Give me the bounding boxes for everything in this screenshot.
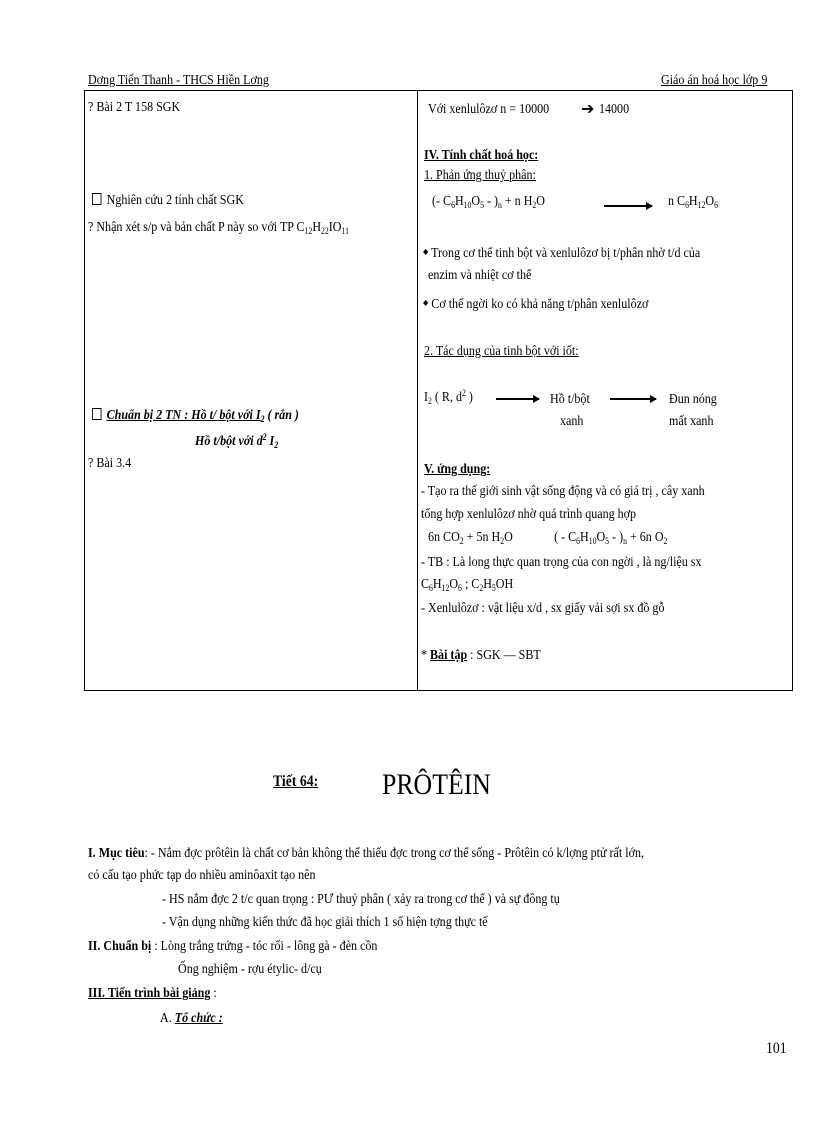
note-1-cont: enzim và nhiệt cơ thể — [428, 268, 532, 283]
reaction-arrow-icon — [604, 205, 652, 207]
diamond-bullet-icon: ◆ — [423, 298, 429, 307]
application-1: - Tạo ra thế giới sinh vật sống động và có giá trị , cây xanh — [421, 484, 705, 499]
hydrolysis-title: 1. Phản ứng thuỷ phân: — [424, 168, 536, 183]
reaction-arrow-icon — [496, 398, 539, 400]
objectives-line-4: - Vận dụng những kiến thức đã học giải thích 1 số hiện tợng thực tế — [162, 915, 488, 930]
iodine-title: 2. Tác dụng của tinh bột với iốt: — [424, 344, 579, 359]
question-2: ? Bài 3.4 — [88, 456, 132, 471]
note-1: ◆ Trong cơ thể tinh bột và xenlulôzơ bị t/phân nhờ t/d của — [423, 246, 701, 261]
organization-item: A. Tổ chức : — [160, 1011, 223, 1026]
section-5-title: V. ứng dụng: — [424, 462, 491, 477]
heat-label: Đun nóng — [669, 392, 717, 407]
preparation-line-2: Ống nghiệm - rợu étylic- d/cụ — [178, 962, 322, 977]
page-number: 101 — [766, 1040, 787, 1057]
reaction-arrow-icon — [610, 398, 656, 400]
prepare-item: Chuẩn bị 2 TN : Hồ t/ bột với $I_2$ ( rắn ) — [92, 408, 299, 424]
n-range: Với xenlulôzơ n = 10000 — [428, 102, 550, 117]
starch-label: Hồ t/bột — [550, 392, 590, 407]
objectives-line-3: - HS nắm đợc 2 t/c quan trọng : PƯ thuỷ phân ( xảy ra trong cơ thể ) và sự đông tụ — [162, 892, 560, 907]
process-title: III. Tiến trình bài giảng : — [88, 986, 217, 1001]
compare-question: ? Nhận xét s/p và bản chất P này so với TP $C_{12}H_{22}IO_{11}$ — [88, 220, 349, 236]
section-4-title: IV. Tính chất hoá học: — [424, 148, 539, 163]
objectives-line-2: có cấu tạo phức tạp do nhiều aminôaxit tạo nên — [88, 868, 316, 883]
photosynthesis-eq: 6n $CO_2 + 5n$ $H_2O$ ( - $C_6H_{10}O_5 - )_n + 6n$ $O_2$ — [428, 530, 668, 546]
lesson-period: Tiết 64: — [273, 773, 319, 790]
blue-label: xanh — [560, 414, 584, 429]
prepare-item-line2: Hồ t/bột với $d^2$ $I_2$ — [195, 432, 279, 450]
checkbox-icon — [92, 193, 101, 205]
up-right-arrow-icon: ➔ — [581, 101, 595, 118]
iodine-reactant: $I_2$ ( R, $d^2$ ) — [424, 388, 473, 406]
objectives-line-1: I. Mục tiêu: - Nắm đợc prôtêin là chất cơ bản không thể thiếu đợc trong cơ thể sống - Prôtêin có k/lợng ptử rất lớn, — [88, 846, 644, 861]
application-2: - TB : Là long thực quan trọng của con ngời , là ng/liệu sx — [421, 555, 702, 570]
n-range-max: 14000 — [599, 102, 630, 117]
header-right: Giáo án hoá học lớp 9 — [661, 73, 768, 88]
application-2-products: $C_6H_{12}O_6$ ; $C_2H_5OH$ — [421, 577, 514, 593]
diamond-bullet-icon: ◆ — [423, 247, 429, 256]
lose-blue-label: mất xanh — [669, 414, 714, 429]
preparation-line-1: II. Chuẩn bị : Lòng trắng trứng - tóc rối - lông gà - đèn cồn — [88, 939, 378, 954]
exercise: * Bài tập : SGK — SBT — [421, 648, 541, 663]
hydrolysis-reactants: (- $C_6H_{10}O_5 - )_n + n$ $H_2O$ — [432, 194, 545, 210]
checkbox-icon — [92, 408, 101, 420]
question-1: ? Bài 2 T 158 SGK — [88, 100, 181, 115]
research-item: Nghiên cứu 2 tính chất SGK — [92, 193, 244, 209]
header-left: Dơng Tiến Thanh - THCS Hiền Lơng — [88, 73, 269, 88]
application-1-cont: tổng hợp xenlulôzơ nhờ quá trình quang hợp — [421, 507, 637, 522]
application-3: - Xenlulôzơ : vật liệu x/d , sx giấy vải sợi sx đồ gỗ — [421, 601, 665, 616]
lesson-title: PRÔTÊIN — [382, 768, 491, 801]
hydrolysis-product: n $C_6H_{12}O_6$ — [668, 194, 718, 210]
note-2: ◆ Cơ thể ngời ko có khả năng t/phân xenlulôzơ — [423, 297, 649, 312]
